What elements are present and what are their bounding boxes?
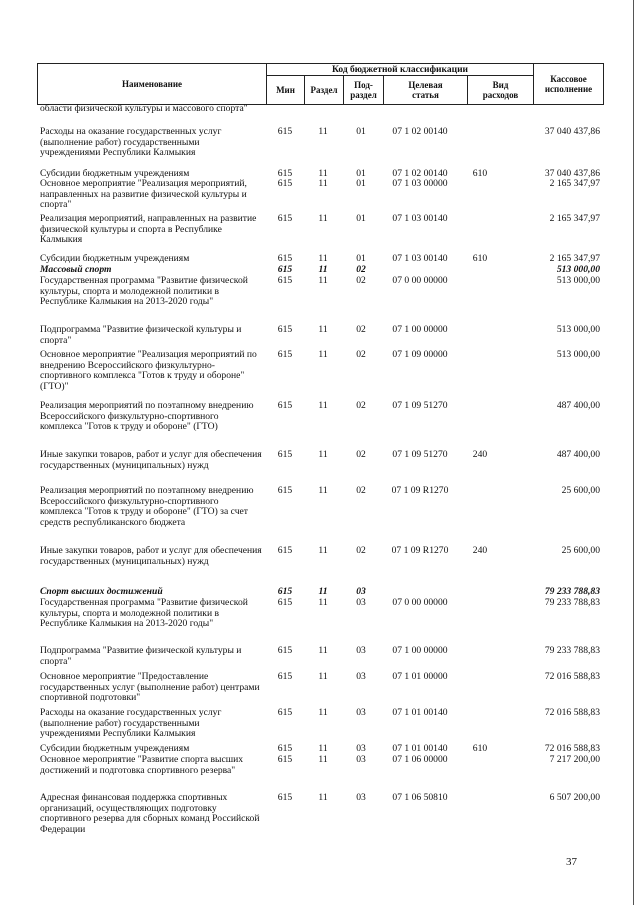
row-expense-type: 610 [472, 743, 488, 754]
row-amount: 79 233 788,83 [544, 586, 600, 597]
row-min: 615 [277, 485, 293, 496]
row-name: Реализация мероприятий, направленных на развитие физической культуры и спорта в Республике Калмыкия [40, 213, 257, 245]
row-name: Основное мероприятие "Реализация мероприятий, направленных на развитие физической культуры и спорта" [40, 178, 247, 210]
row-amount: 72 016 588,83 [544, 743, 600, 754]
row-article: 07 1 03 00000 [392, 178, 448, 189]
row-amount: 513 000,00 [556, 264, 600, 275]
header-article: Целевая статья [384, 76, 468, 104]
row-amount: 513 000,00 [556, 349, 600, 360]
row-subsection: 03 [356, 645, 366, 656]
header-group-title: Код бюджетной классификации [267, 64, 534, 76]
row-min: 615 [277, 449, 293, 460]
row-name: Основное мероприятие "Предоставление государственных услуг (выполнение работ) центрами спортивной подготовки" [40, 671, 260, 703]
row-subsection: 02 [356, 400, 366, 411]
row-min: 615 [277, 400, 293, 411]
row-section: 11 [318, 743, 328, 754]
row-subsection: 02 [356, 275, 366, 286]
row-subsection: 03 [356, 707, 366, 718]
header-min: Мин [267, 76, 305, 104]
row-section: 11 [318, 349, 328, 360]
row-name: Расходы на оказание государственных услуг (выполнение работ) государственными учреждениями Республики Калмыкия [40, 126, 222, 158]
row-subsection: 03 [356, 597, 366, 608]
row-min: 615 [277, 324, 293, 335]
row-subsection: 02 [356, 264, 366, 275]
row-amount: 2 165 347,97 [549, 213, 600, 224]
table-header [37, 63, 604, 105]
row-amount: 79 233 788,83 [544, 597, 600, 608]
row-amount: 2 165 347,97 [549, 253, 600, 264]
row-name: Реализация мероприятий по поэтапному внедрению Всероссийского физкультурно-спортивного комплекса "Готов к труду и обороне" (ГТО) [40, 400, 254, 432]
row-amount: 72 016 588,83 [544, 671, 600, 682]
row-name: Основное мероприятие "Реализация мероприятий по внедрению Всероссийского физкультурно-спортивного комплекса "Готов к труду и обороне" (ГТО)" [40, 349, 257, 392]
header-execution: Кассовое исполнение [544, 74, 593, 94]
row-subsection: 02 [356, 324, 366, 335]
row-min: 615 [277, 264, 293, 275]
header-section: Раздел [305, 76, 344, 104]
row-amount: 79 233 788,83 [544, 645, 600, 656]
row-amount: 37 040 437,86 [544, 126, 600, 137]
row-section: 11 [318, 597, 328, 608]
row-min: 615 [277, 275, 293, 286]
row-name: Адресная финансовая поддержка спортивных организаций, осуществляющих подготовку спортивного резерва для сборных команд Российской Федерации [40, 792, 260, 835]
row-subsection: 01 [356, 253, 366, 264]
row-section: 11 [318, 213, 328, 224]
row-article: 07 1 01 00140 [392, 743, 448, 754]
row-section: 11 [318, 178, 328, 189]
row-section: 11 [318, 264, 328, 275]
row-subsection: 02 [356, 349, 366, 360]
row-subsection: 01 [356, 213, 366, 224]
row-name: Подпрограмма "Развитие физической культуры и спорта" [40, 645, 242, 667]
header-subsection: Под- раздел [344, 76, 384, 104]
row-section: 11 [318, 586, 328, 597]
header-name: Наименование [38, 64, 267, 104]
row-min: 615 [277, 168, 293, 179]
row-amount: 2 165 347,97 [549, 178, 600, 189]
row-expense-type: 610 [472, 253, 488, 264]
row-section: 11 [318, 754, 328, 765]
row-section: 11 [318, 400, 328, 411]
row-min: 615 [277, 792, 293, 803]
row-subsection: 02 [356, 485, 366, 496]
row-min: 615 [277, 671, 293, 682]
row-name: Субсидии бюджетным учреждениям [40, 743, 190, 754]
row-article: 07 1 03 00140 [392, 213, 448, 224]
row-amount: 6 507 200,00 [549, 792, 600, 803]
row-amount: 25 600,00 [561, 545, 600, 556]
row-expense-type: 240 [472, 545, 488, 556]
row-subsection: 03 [356, 671, 366, 682]
row-subsection: 03 [356, 792, 366, 803]
row-subsection: 01 [356, 178, 366, 189]
row-name: области физической культуры и массового спорта" [40, 103, 248, 114]
row-expense-type: 610 [472, 168, 488, 179]
row-subsection: 02 [356, 545, 366, 556]
row-subsection: 02 [356, 449, 366, 460]
row-min: 615 [277, 754, 293, 765]
row-amount: 7 217 200,00 [549, 754, 600, 765]
row-amount: 37 040 437,86 [544, 168, 600, 179]
row-name: Спорт высших достижений [40, 586, 163, 597]
row-subsection: 01 [356, 168, 366, 179]
row-min: 615 [277, 349, 293, 360]
row-section: 11 [318, 126, 328, 137]
row-article: 07 1 01 00140 [392, 707, 448, 718]
row-subsection: 03 [356, 754, 366, 765]
row-name: Субсидии бюджетным учреждениям [40, 168, 190, 179]
row-min: 615 [277, 545, 293, 556]
page-edge [633, 0, 634, 905]
row-article: 07 0 00 00000 [392, 597, 448, 608]
row-article: 07 1 09 R1270 [391, 545, 449, 556]
row-section: 11 [318, 449, 328, 460]
row-section: 11 [318, 324, 328, 335]
row-section: 11 [318, 792, 328, 803]
row-article: 07 1 00 00000 [392, 324, 448, 335]
row-amount: 72 016 588,83 [544, 707, 600, 718]
row-article: 07 1 06 50810 [392, 792, 448, 803]
row-amount: 513 000,00 [556, 275, 600, 286]
row-article: 07 1 02 00140 [392, 126, 448, 137]
row-article: 07 1 02 00140 [392, 168, 448, 179]
row-min: 615 [277, 597, 293, 608]
row-name: Иные закупки товаров, работ и услуг для обеспечения государственных (муниципальных) нужд [40, 545, 262, 567]
row-article: 07 1 06 00000 [392, 754, 448, 765]
row-article: 07 1 03 00140 [392, 253, 448, 264]
row-expense-type: 240 [472, 449, 488, 460]
row-name: Государственная программа "Развитие физической культуры, спорта и молодежной политики в Республике Калмыкия на 2013-2020 годы" [40, 597, 248, 629]
row-min: 615 [277, 645, 293, 656]
header-expense-type: Вид расходов [468, 76, 534, 104]
row-section: 11 [318, 545, 328, 556]
row-subsection: 03 [356, 586, 366, 597]
row-article: 07 1 01 00000 [392, 671, 448, 682]
row-article: 07 1 09 00000 [392, 349, 448, 360]
row-name: Иные закупки товаров, работ и услуг для обеспечения государственных (муниципальных) нужд [40, 449, 262, 471]
row-name: Субсидии бюджетным учреждениям [40, 253, 190, 264]
row-article: 07 1 09 51270 [392, 400, 448, 411]
row-section: 11 [318, 645, 328, 656]
row-min: 615 [277, 178, 293, 189]
row-min: 615 [277, 743, 293, 754]
row-section: 11 [318, 253, 328, 264]
row-subsection: 01 [356, 126, 366, 137]
row-section: 11 [318, 485, 328, 496]
row-amount: 487 400,00 [556, 449, 600, 460]
row-subsection: 03 [356, 743, 366, 754]
row-amount: 25 600,00 [561, 485, 600, 496]
row-min: 615 [277, 707, 293, 718]
row-min: 615 [277, 586, 293, 597]
row-amount: 487 400,00 [556, 400, 600, 411]
row-article: 07 0 00 00000 [392, 275, 448, 286]
row-article: 07 1 00 00000 [392, 645, 448, 656]
row-min: 615 [277, 253, 293, 264]
row-section: 11 [318, 275, 328, 286]
row-name: Государственная программа "Развитие физической культуры, спорта и молодежной политики в Республике Калмыкия на 2013-2020 годы" [40, 275, 248, 307]
row-article: 07 1 09 51270 [392, 449, 448, 460]
row-name: Подпрограмма "Развитие физической культуры и спорта" [40, 324, 242, 346]
page-number: 37 [566, 856, 577, 868]
row-name: Основное мероприятие "Развитие спорта высших достижений и подготовка спортивного резерва" [40, 754, 244, 776]
row-min: 615 [277, 126, 293, 137]
row-section: 11 [318, 168, 328, 179]
row-section: 11 [318, 707, 328, 718]
row-section: 11 [318, 671, 328, 682]
row-amount: 513 000,00 [556, 324, 600, 335]
row-name: Реализация мероприятий по поэтапному внедрению Всероссийского физкультурно-спортивного комплекса "Готов к труду и обороне" (ГТО) за счет средств республиканского бюджета [40, 485, 254, 528]
row-min: 615 [277, 213, 293, 224]
row-name: Массовый спорт [40, 264, 112, 275]
row-article: 07 1 09 R1270 [391, 485, 449, 496]
row-name: Расходы на оказание государственных услуг (выполнение работ) государственными учреждениями Республики Калмыкия [40, 707, 222, 739]
